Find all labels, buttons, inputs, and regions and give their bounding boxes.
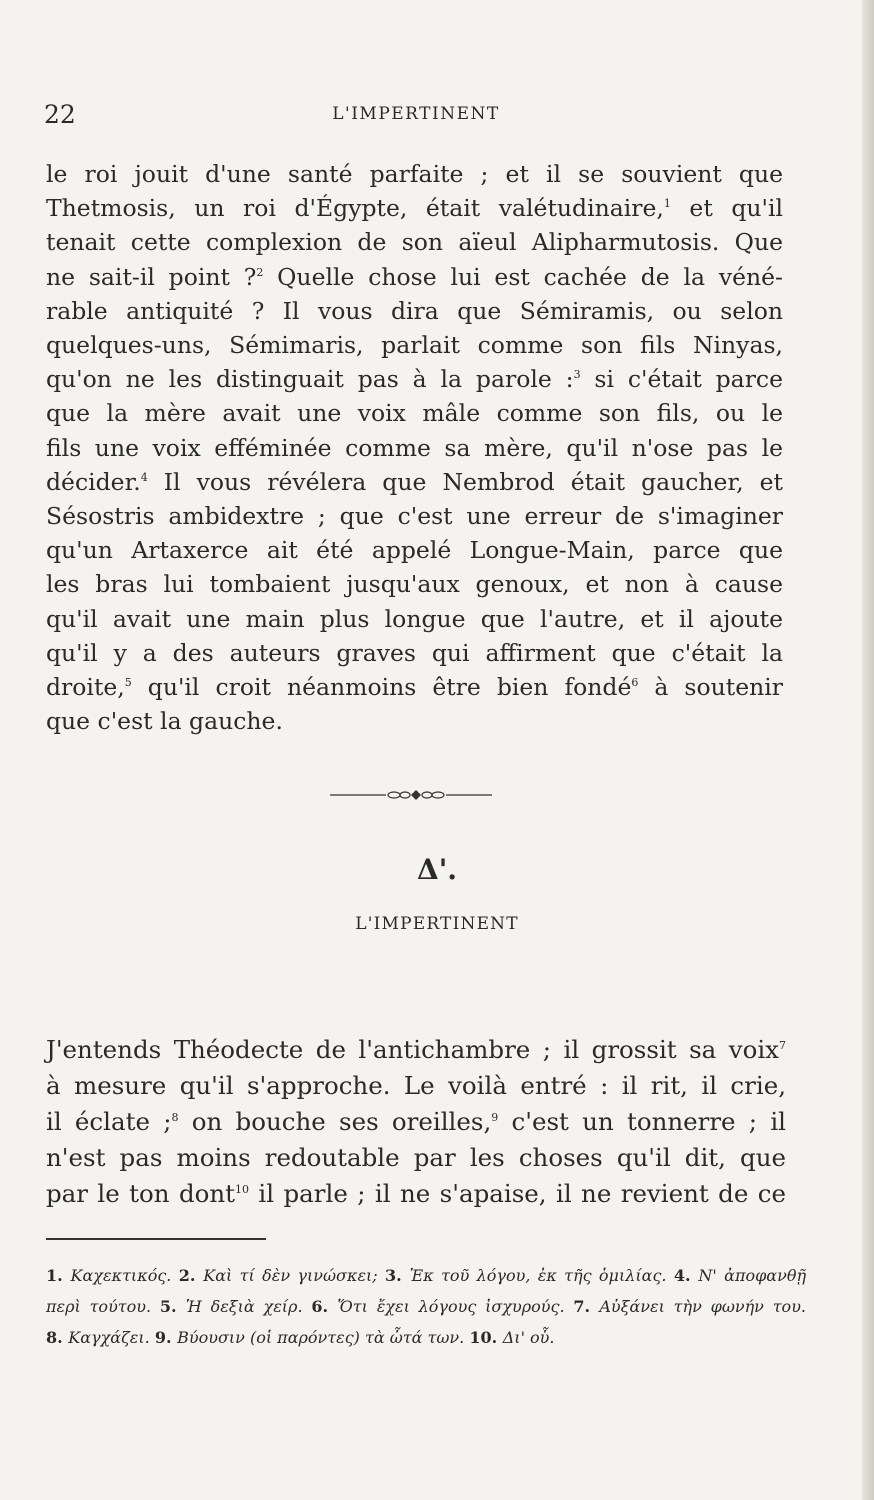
footnotes — [46, 1260, 806, 1353]
first-passage-line — [46, 636, 783, 670]
first-passage-line — [46, 396, 783, 430]
page-edge — [862, 0, 874, 1500]
ornament-divider — [330, 788, 492, 802]
text-run: tenait cette complexion de son aïeul Alipharmutosis. Que — [46, 228, 783, 257]
first-passage-line — [46, 567, 783, 601]
first-passage-line — [46, 465, 783, 499]
second-passage — [46, 1032, 786, 1212]
text-run: Thetmosis, un roi d'Égypte, était valétudinaire, — [46, 194, 664, 223]
text-run: que la mère avait une voix mâle comme son fils, ou le — [46, 399, 783, 428]
footnote-text: Καγχάζει. — [68, 1328, 155, 1347]
footnote-ref: 9 — [491, 1110, 499, 1124]
footnote-text: Αὐξάνει τὴν φωνήν του. — [599, 1297, 807, 1316]
footnote-number: 6. — [311, 1297, 338, 1316]
second-passage-line — [46, 1176, 786, 1212]
first-passage-line — [46, 602, 783, 636]
first-passage-line — [46, 704, 783, 738]
footnote-text: Ἡ δεξιὰ χείρ. — [185, 1297, 312, 1316]
text-run: qu'un Artaxerce ait été appelé Longue-Main, parce que — [46, 536, 783, 565]
section-letter: Δ'. — [416, 853, 458, 886]
footnote-ref: 5 — [124, 676, 132, 690]
page-header — [44, 100, 788, 132]
text-run: J'entends Théodecte de l'antichambre ; il grossit sa voix — [46, 1035, 779, 1064]
footnote-ref: 7 — [779, 1038, 786, 1052]
footnote-text: Καχεκτικός. — [70, 1266, 179, 1285]
footnote-line — [46, 1322, 806, 1353]
first-passage-line — [46, 294, 783, 328]
footnote-ref: 10 — [235, 1182, 249, 1196]
first-passage-line — [46, 157, 783, 191]
second-passage-line — [46, 1068, 786, 1104]
first-passage-line — [46, 670, 783, 704]
first-passage-line — [46, 499, 783, 533]
text-run: que c'est la gauche. — [46, 707, 283, 736]
footnote-ref: 8 — [171, 1110, 179, 1124]
footnote-ref: 3 — [573, 368, 581, 382]
first-passage-line — [46, 191, 783, 225]
text-run: si c'était parce — [580, 365, 783, 394]
footnote-ref: 1 — [663, 197, 671, 211]
footnote-text: Δι' οὗ. — [502, 1328, 555, 1347]
text-run: on bouche ses oreilles, — [178, 1107, 492, 1136]
text-run: c'est un tonnerre ; il — [498, 1107, 787, 1136]
first-passage-line — [46, 533, 783, 567]
footnote-number: 10. — [469, 1328, 503, 1347]
text-run: les bras lui tombaient jusqu'aux genoux, et non à cause — [46, 570, 783, 599]
footnote-number: 2. — [178, 1266, 204, 1285]
text-run: Sésostris ambidextre ; que c'est une erreur de s'imaginer — [46, 502, 783, 531]
text-run: par le ton dont — [46, 1179, 235, 1208]
footnote-text: Βύουσιν (οἱ παρόντες) τὰ ὦτά των. — [177, 1328, 470, 1347]
text-run: il éclate ; — [46, 1107, 172, 1136]
footnote-rule — [46, 1238, 266, 1240]
footnote-number: 1. — [46, 1266, 71, 1285]
text-run: droite, — [46, 673, 125, 702]
section-title: L'IMPERTINENT — [355, 914, 519, 934]
text-run: qu'on ne les distinguait pas à la parole : — [46, 365, 574, 394]
first-passage — [46, 157, 783, 738]
footnote-number: 4. — [673, 1266, 699, 1285]
footnote-line — [46, 1260, 806, 1291]
footnote-text: Ν' ἀποφανθῇ — [698, 1266, 807, 1285]
text-run: il parle ; il ne s'apaise, il ne revient de ce — [249, 1179, 786, 1208]
footnote-text: Ἐκ τοῦ λόγου, ἐκ τῆς ὁμιλίας. — [409, 1266, 674, 1285]
text-run: qu'il avait une main plus longue que l'autre, et il ajoute — [46, 604, 783, 633]
footnote-text: Ὅτι ἔχει λόγους ἰσχυρούς. — [337, 1297, 574, 1316]
text-run: qu'il croit néanmoins être bien fondé — [131, 673, 632, 702]
text-run: à soutenir — [638, 673, 783, 702]
first-passage-line — [46, 431, 783, 465]
first-passage-line — [46, 225, 783, 259]
footnote-number: 8. — [46, 1328, 69, 1347]
running-title: L'IMPERTINENT — [332, 104, 500, 124]
footnote-ref: 6 — [631, 676, 639, 690]
text-run: à mesure qu'il s'approche. Le voilà entré : il rit, il crie, — [46, 1071, 786, 1100]
footnote-number: 7. — [573, 1297, 600, 1316]
footnote-text: περὶ τούτου. — [46, 1297, 160, 1316]
text-run: décider. — [46, 467, 141, 496]
text-run: qu'il y a des auteurs graves qui affirment que c'était la — [46, 638, 783, 667]
second-passage-line — [46, 1140, 786, 1176]
footnote-number: 5. — [159, 1297, 186, 1316]
footnote-number: 3. — [385, 1266, 410, 1285]
footnote-ref: 2 — [256, 265, 264, 279]
second-passage-line — [46, 1104, 786, 1140]
footnote-text: Καὶ τί δὲν γινώσκει; — [203, 1266, 386, 1285]
footnote-ref: 4 — [140, 471, 148, 484]
first-passage-line — [46, 260, 783, 294]
text-run: quelques-uns, Sémimaris, parlait comme son fils Ninyas, — [46, 331, 783, 360]
page-number: 22 — [44, 100, 76, 129]
text-run: rable antiquité ? Il vous dira que Sémiramis, ou selon — [46, 296, 783, 325]
text-run: le roi jouit d'une santé parfaite ; et il se souvient que — [46, 160, 783, 188]
footnote-number: 9. — [154, 1328, 178, 1347]
first-passage-line — [46, 328, 783, 362]
text-run: fils une voix efféminée comme sa mère, qu'il n'ose pas le — [46, 433, 783, 462]
second-passage-line — [46, 1032, 786, 1068]
text-run: n'est pas moins redoutable par les choses qu'il dit, que — [46, 1143, 786, 1172]
first-passage-line — [46, 362, 783, 396]
text-run: et qu'il — [670, 194, 784, 223]
text-run: ne sait-il point ? — [46, 262, 257, 291]
text-run: Quelle chose lui est cachée de la véné- — [263, 262, 783, 291]
footnote-line — [46, 1291, 806, 1322]
text-run: Il vous révélera que Nembrod était gaucher, et — [147, 467, 783, 496]
